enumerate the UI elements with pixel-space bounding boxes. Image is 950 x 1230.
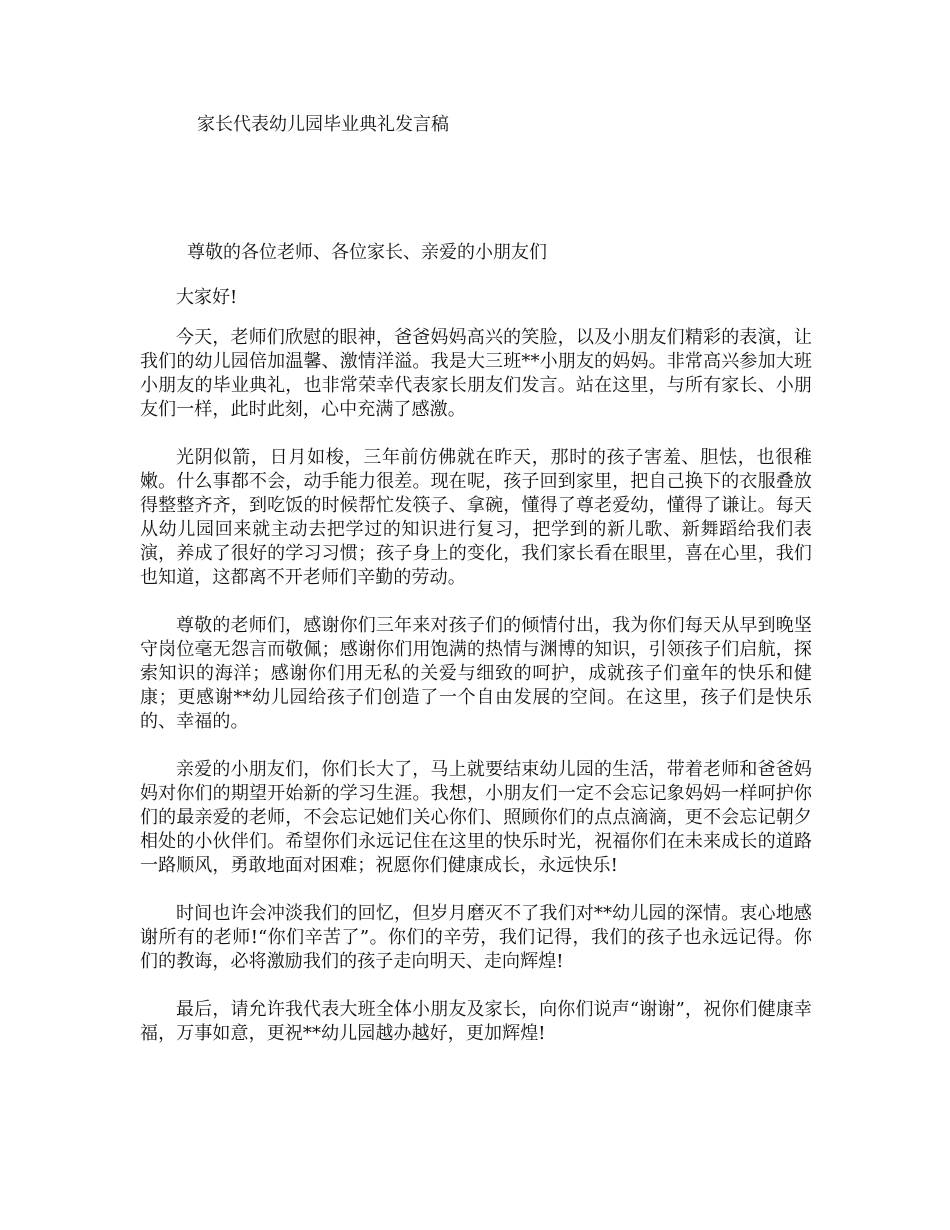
paragraph-growth: 光阴似箭，日月如梭，三年前仿佛就在昨天，那时的孩子害羞、胆怯，也很稚嫩。什么事都不会，动手能力很差。现在呢，孩子回到家里，把自己换下的衣服叠放得整整齐齐，到吃饭的时候帮忙发筷子、拿碗，懂得了尊老爱幼，懂得了谦让。每天从幼儿园回来就主动去把学过的知识进行复习，把学到的新儿歌、新舞蹈给我们表演，养成了很好的学习习惯；孩子身上的变化，我们家长看在眼里，喜在心里，我们也知道，这都离不开老师们辛勤的劳动。 bbox=[140, 447, 812, 588]
paragraph-closing: 最后，请允许我代表大班全体小朋友及家长，向你们说声“谢谢”，祝你们健康幸福，万事如意，更祝**幼儿园越办越好，更加辉煌! bbox=[140, 999, 812, 1044]
paragraph-thanks-teachers: 尊敬的老师们，感谢你们三年来对孩子们的倾情付出，我为你们每天从早到晚坚守岗位毫无怨言而敬佩；感谢你们用饱满的热情与渊博的知识，引领孩子们启航，探索知识的海洋；感谢你们用无私的关爱与细致的呵护，成就孩子们童年的快乐和健康；更感谢**幼儿园给孩子们创造了一个自由发展的空间。在这里，孩子们是快乐的、幸福的。 bbox=[140, 615, 812, 732]
paragraph-opening: 今天，老师们欣慰的眼神，爸爸妈妈高兴的笑脸，以及小朋友们精彩的表演，让我们的幼儿园倍加温馨、激情洋溢。我是大三班**小朋友的妈妈。非常高兴参加大班小朋友的毕业典礼，也非常荣幸代表家长朋友们发言。站在这里，与所有家长、小朋友们一样，此时此刻，心中充满了感激。 bbox=[140, 327, 812, 420]
paragraph-memories: 时间也许会冲淡我们的回忆，但岁月磨灭不了我们对**幼儿园的深情。衷心地感谢所有的老师!“你们辛苦了”。你们的辛劳，我们记得，我们的孩子也永远记得。你们的教诲，必将激励我们的孩子走向明天、走向辉煌! bbox=[140, 903, 812, 972]
document-title: 家长代表幼儿园毕业典礼发言稿 bbox=[197, 114, 449, 135]
paragraph-to-children: 亲爱的小朋友们，你们长大了，马上就要结束幼儿园的生活，带着老师和爸爸妈妈对你们的期望开始新的学习生涯。我想，小朋友们一定不会忘记象妈妈一样呵护你们的最亲爱的老师，不会忘记她们关心你们、照顾你们的点点滴滴，更不会忘记朝夕相处的小伙伴们。希望你们永远记住在这里的快乐时光，祝福你们在未来成长的道路一路顺风，勇敢地面对困难；祝愿你们健康成长，永远快乐! bbox=[140, 759, 812, 876]
greeting: 大家好! bbox=[176, 287, 238, 308]
speech-body bbox=[140, 326, 812, 1070]
salutation: 尊敬的各位老师、各位家长、亲爱的小朋友们 bbox=[187, 242, 547, 263]
